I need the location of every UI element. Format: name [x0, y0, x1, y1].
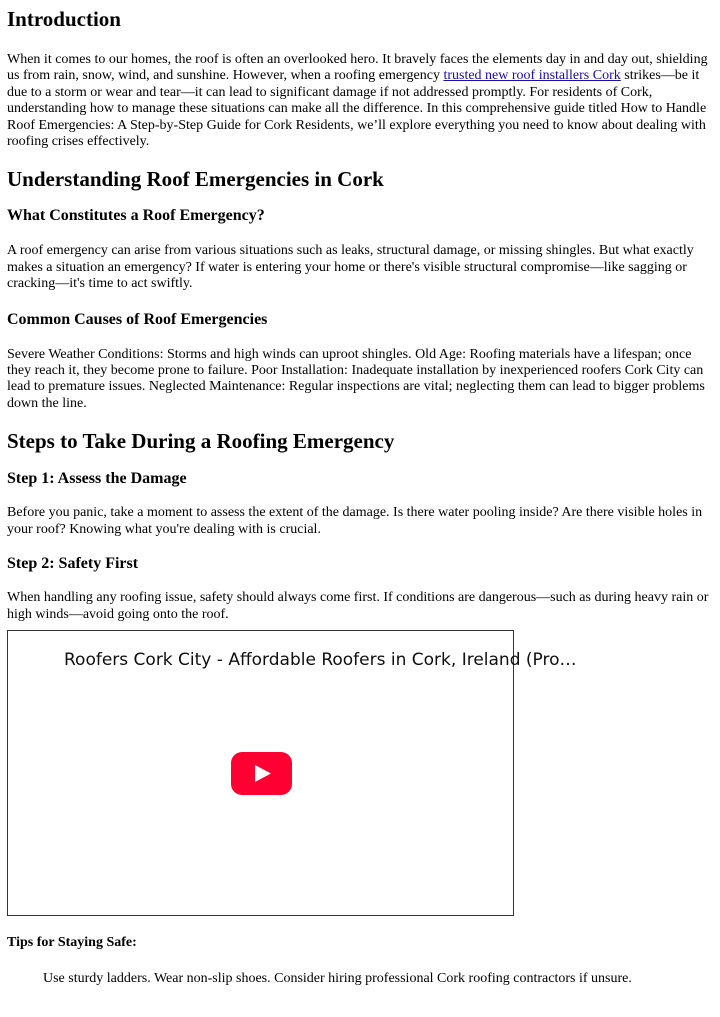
step1-heading: Step 1: Assess the Damage — [7, 470, 187, 488]
video-title[interactable]: Roofers Cork City - Affordable Roofers in Cork, Ireland (Pro… — [64, 649, 577, 670]
tips-text: Use sturdy ladders. Wear non-slip shoes. Consider hiring professional Cork roofing contractors if unsure. — [43, 970, 632, 986]
video-embed[interactable] — [7, 630, 577, 916]
understanding-heading: Understanding Roof Emergencies in Cork — [7, 167, 384, 192]
step2-heading: Step 2: Safety First — [7, 555, 139, 573]
tips-label: Tips for Staying Safe: — [7, 934, 137, 950]
steps-heading: Steps to Take During a Roofing Emergency — [7, 429, 395, 454]
youtube-play-icon[interactable] — [231, 752, 292, 795]
what-constitutes-paragraph: A roof emergency can arise from various situations such as leaks, structural damage, or missing shingles. But what exactly makes a situation an emergency? If water is entering your home or there's visible structural compromise—like sagging or cracking—it's time to act swiftly. — [7, 243, 694, 292]
what-constitutes-heading: What Constitutes a Roof Emergency? — [7, 207, 265, 225]
intro-paragraph — [7, 52, 713, 150]
common-causes-heading: Common Causes of Roof Emergencies — [7, 310, 268, 328]
roof-installers-link[interactable]: trusted new roof installers Cork — [443, 68, 621, 84]
intro-text-before-link: When it comes to our homes, the roof is often an overlooked hero. It bravely faces the elements day in and day out, shielding us from rain, snow, wind, and sunshine. However, when a roofing emergency — [7, 52, 708, 84]
step1-paragraph: Before you panic, take a moment to assess the extent of the damage. Is there water pooling inside? Are there visible holes in your roof? Knowing what you're dealing with is crucial. — [7, 505, 703, 537]
intro-heading: Introduction — [7, 7, 121, 31]
step2-paragraph: When handling any roofing issue, safety should always come first. If conditions are dangerous—such as during heavy rain or high winds—avoid going onto the roof. — [7, 590, 709, 622]
intro-text-after-link: strikes—be it due to a storm or wear and tear—it can lead to significant damage if not addressed promptly. For residents of Cork, understanding how to manage these situations can make all the difference. In this comprehensive guide titled How to Handle Roof Emergencies: A Step-by-Step Guide for Cork Residents, we’ll explore everything you need to know about dealing with roofing crises effectively. — [7, 68, 707, 150]
common-causes-paragraph: Severe Weather Conditions: Storms and high winds can uproot shingles. Old Age: Roofing materials have a lifespan; once they reach it, they become prone to failure. Poor Installation: Inadequate installation by inexperienced roofers Cork City can lead to premature issues. Neglected Maintenance: Regular inspections are vital; neglecting them can lead to bigger problems down the line. — [7, 346, 705, 411]
